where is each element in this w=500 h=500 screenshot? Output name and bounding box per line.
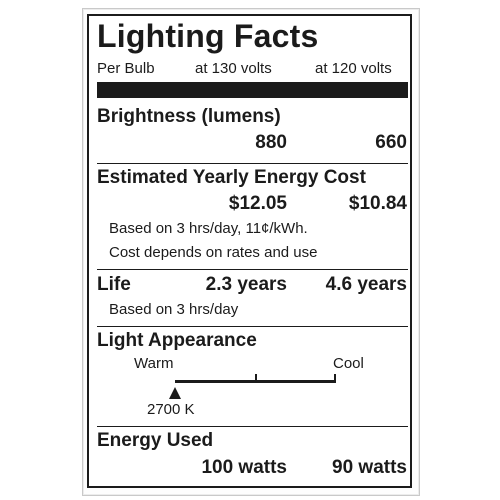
divider-rule: [97, 426, 408, 427]
brightness-value-120v: 660: [375, 132, 407, 153]
color-temperature-value: 2700 K: [147, 401, 195, 418]
scale-cool-label: Cool: [333, 355, 364, 372]
column-header-120v: at 120 volts: [315, 60, 392, 77]
color-temperature-marker: [169, 387, 181, 399]
life-value-130v: 2.3 years: [205, 274, 287, 295]
brightness-value-130v: 880: [255, 132, 287, 153]
divider-rule: [97, 163, 408, 164]
column-header-130v: at 130 volts: [195, 60, 272, 77]
lighting-facts-label: [87, 14, 412, 488]
energy-cost-heading: Estimated Yearly Energy Cost: [97, 167, 366, 188]
scale-warm-label: Warm: [134, 355, 174, 372]
divider-rule: [97, 269, 408, 270]
life-heading: Life: [97, 274, 131, 295]
divider-rule: [97, 326, 408, 327]
brightness-heading: Brightness (lumens): [97, 106, 281, 127]
energy-used-value-130v: 100 watts: [201, 457, 287, 478]
light-appearance-heading: Light Appearance: [97, 330, 257, 351]
energy-used-heading: Energy Used: [97, 430, 214, 451]
energy-used-value-120v: 90 watts: [332, 457, 407, 478]
life-note: Based on 3 hrs/day: [109, 301, 239, 318]
scale-midpoint-tick: [255, 374, 257, 383]
label-title: Lighting Facts: [97, 18, 319, 54]
header-black-bar: [97, 82, 408, 98]
energy-cost-value-130v: $12.05: [228, 193, 287, 214]
scale-end-tick: [334, 374, 336, 383]
energy-cost-note-rate: Based on 3 hrs/day, 11¢/kWh.: [109, 220, 308, 237]
life-value-120v: 4.6 years: [325, 274, 407, 295]
energy-cost-note-usage: Cost depends on rates and use: [109, 244, 318, 261]
energy-cost-value-120v: $10.84: [348, 193, 407, 214]
per-bulb-label: Per Bulb: [97, 60, 155, 77]
